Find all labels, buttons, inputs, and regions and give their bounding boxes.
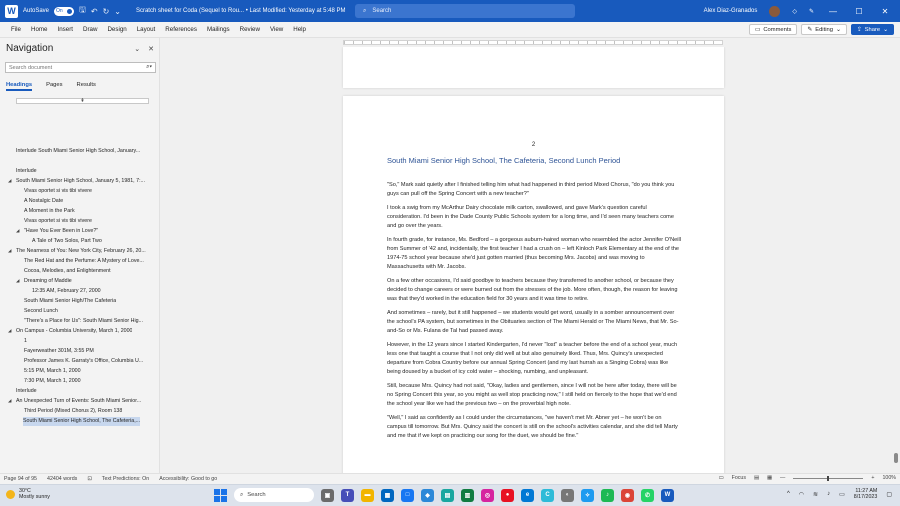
start-button[interactable]	[214, 489, 227, 502]
close-icon[interactable]: ✕	[148, 46, 154, 53]
proofing-icon[interactable]: ⊡	[87, 476, 92, 482]
diamond-icon[interactable]: ◇	[792, 8, 797, 15]
document-title[interactable]: Scratch sheet for Coda (Sequel to Rou... • Last Modified: Yesterday at 5:48 PM	[135, 8, 346, 14]
paragraph[interactable]: Still, because Mrs. Quincy had not said, "Okay, ladies and gentlemen, since I will not be here after today, there will be no Spring Concert this year, so you might as well stop practicing now," I still held on fiercely to the hope that we'd end the school year like we had the previous two – on the proverbial high note.	[387, 383, 677, 407]
sun-icon	[6, 490, 15, 499]
search-document-input[interactable]: Search document ⌕▾	[5, 62, 156, 73]
search-icon: ⌕	[240, 491, 244, 498]
nav-heading-item[interactable]: An Unexpected Turn of Events: South Miami Senior...	[16, 398, 142, 404]
comments-button[interactable]: ▭ Comments	[749, 24, 798, 35]
tab-design[interactable]: Design	[107, 26, 127, 33]
paragraph[interactable]: And sometimes – rarely, but it still happened – we students would get word, usually in a somber announcement over the school's PA system, but sometimes in the Obituaries section of The Miami Herald or The Miami News, that Mr. So-and-So or Ms. Fulana de Tal had passed away.	[387, 310, 679, 334]
tab-draw[interactable]: Draw	[82, 26, 98, 33]
taskbar-search[interactable]: ⌕ Search	[234, 488, 314, 502]
print-layout-icon[interactable]: ▤	[754, 475, 760, 481]
nav-heading-item[interactable]: 5:15 PM, March 1, 2000	[24, 368, 81, 374]
word-taskbar-icon[interactable]: W	[661, 489, 674, 502]
weather-condition: Mostly sunny	[19, 494, 50, 500]
teams-icon[interactable]: T	[341, 489, 354, 502]
customize-qat-icon[interactable]: ⌄	[114, 6, 121, 16]
text-predictions-status[interactable]: Text Predictions: On	[101, 476, 150, 482]
chevron-down-icon: ⌄	[883, 26, 888, 33]
paragraph[interactable]: "Well," I said as confidently as I could under the circumstances, "we haven't met Mr. Abner yet – he won't be on campus till tomorrow. But Mrs. Quincy said the concert is still on the school's activities calendar, and she did tell Marty and me that if we kept on practicing our song for the duet, we should be fine."	[387, 415, 678, 439]
status-bar	[0, 473, 900, 484]
paragraph[interactable]: "So," Mark said quietly after I finished telling him what had happened in third period Mixed Chorus, "do you think you guys can pull off the Spring Concert with a new teacher?"	[387, 182, 675, 197]
share-button[interactable]: ⇪ Share ⌄	[851, 24, 894, 35]
comment-icon: ▭	[754, 26, 761, 33]
nav-heading-item[interactable]: Interlude South Miami Senior High School, January...	[16, 148, 141, 154]
temperature: 30°C	[19, 488, 31, 494]
nav-heading-item[interactable]: Interlude	[16, 168, 37, 174]
nav-heading-item[interactable]: South Miami Senior High School, January 5, 1981, 7:...	[16, 178, 145, 184]
share-icon: ⇪	[856, 26, 862, 33]
app-icon[interactable]: ▥	[461, 489, 474, 502]
tab-headings[interactable]: Headings	[6, 82, 32, 91]
search-icon[interactable]: ⌕▾	[146, 64, 152, 70]
focus-button[interactable]: Focus	[731, 475, 747, 481]
nav-heading-item[interactable]: Dreaming of Maddie	[24, 278, 72, 284]
navigation-title: Navigation	[6, 43, 54, 54]
vertical-scrollbar[interactable]	[893, 47, 900, 473]
tab-insert[interactable]: Insert	[57, 26, 73, 33]
weather-widget[interactable]	[6, 488, 50, 500]
nav-heading-item[interactable]: A Nostalgic Date	[24, 198, 64, 204]
document-area	[160, 47, 893, 473]
title-bar	[0, 0, 900, 22]
section-heading[interactable]: South Miami Senior High School, The Cafeteria, Second Lunch Period	[387, 156, 621, 165]
ribbon-tabs	[0, 22, 900, 38]
app-icon[interactable]: ▤	[441, 489, 454, 502]
nav-scroll-up-button[interactable]: ⇞	[16, 98, 149, 104]
taskbar	[0, 484, 900, 506]
avatar[interactable]	[769, 6, 780, 17]
paragraph[interactable]: On a few other occasions, I'd said goodbye to teachers because they transferred to another school, or because they decided to change careers or were burned out from the stresses of the job. More often, though, the reason for leaving was that they'd worked in the education field for 30 years and it was time to retire.	[387, 278, 678, 302]
nav-heading-item[interactable]: Cocoa, Melodies, and Enlightenment	[24, 268, 111, 274]
whatsapp-icon[interactable]: ✆	[641, 489, 654, 502]
nav-heading-item[interactable]: South Miami Senior High School, The Cafeteria,...	[23, 418, 141, 424]
undo-icon[interactable]: ↶	[90, 6, 98, 16]
minimize-button[interactable]: —	[829, 6, 837, 16]
word-app-icon: W	[5, 5, 18, 18]
ruler-track[interactable]	[343, 40, 723, 45]
document-page[interactable]	[343, 96, 724, 473]
nav-heading-item[interactable]: 7:30 PM, March 1, 2000	[24, 378, 81, 384]
tab-results[interactable]: Results	[76, 82, 96, 88]
paragraph[interactable]: In fourth grade, for instance, Ms. Bedford – a gorgeous auburn-haired woman who resembled the actor Jennifer O'Neill from Summer of '42 and, incidentally, the first teacher I had a crush on – left Kinloch Park Elementary at the end of the 1974-75 school year because she'd just gotten married (thus becoming Mrs. Jacobs) and was moving to Massachusetts with Mr. Jacobs.	[387, 237, 681, 270]
navigation-pane	[0, 38, 160, 473]
title-search-box[interactable]	[355, 4, 575, 18]
nav-heading-item[interactable]: Vivas oportet si vis tibi vivere	[24, 218, 92, 224]
focus-icon[interactable]: ▭	[718, 475, 724, 481]
tab-mailings[interactable]: Mailings	[206, 26, 230, 33]
save-icon[interactable]: 🖫	[79, 5, 86, 14]
search-icon: ⌕	[363, 7, 367, 14]
tab-review[interactable]: Review	[239, 26, 260, 33]
nav-heading-item[interactable]: "Have You Ever Been in Love?"	[24, 228, 99, 234]
paragraph[interactable]: I took a swig from my McArthur Dairy chocolate milk carton, swallowed, and gave Mark's question careful consideration. I'd been in the Dade County Public Schools system for a long time, and I'd seen many teachers come and go over the years.	[387, 205, 674, 229]
close-button[interactable]: ✕	[881, 6, 889, 16]
nav-heading-item[interactable]: The Nearness of You: New York City, February 26, 20...	[16, 248, 146, 254]
tab-references[interactable]: References	[165, 26, 197, 33]
system-tray	[787, 488, 892, 500]
tab-layout[interactable]: Layout	[136, 26, 156, 33]
zoom-level[interactable]: 100%	[882, 475, 896, 481]
nav-heading-item[interactable]: "There's a Place for Us": South Miami Senior Hig...	[24, 318, 143, 324]
wifi-icon[interactable]: ≋	[813, 491, 819, 498]
pen-icon[interactable]: ✎	[808, 8, 814, 15]
editing-mode-button[interactable]: ✎ Editing ⌄	[801, 24, 846, 35]
volume-icon[interactable]: ♪	[827, 491, 831, 497]
expand-collapse-icon[interactable]: ◢	[16, 278, 20, 283]
nav-heading-item[interactable]: Fayerweather 301M, 3:55 PM	[24, 348, 94, 354]
scrollbar-thumb[interactable]	[894, 453, 898, 463]
tab-file[interactable]: File	[11, 26, 21, 33]
autosave-label: AutoSave	[23, 8, 50, 14]
nav-heading-item[interactable]: South Miami Senior High/The Cafeteria	[24, 298, 117, 304]
page-number: 2	[531, 142, 536, 148]
nav-heading-item[interactable]: 1	[24, 338, 27, 344]
task-view-icon[interactable]: ▣	[321, 489, 334, 502]
page-count[interactable]: Page 94 of 95	[4, 476, 37, 482]
zoom-slider[interactable]	[793, 478, 863, 479]
notification-icon[interactable]: ▢	[886, 491, 892, 498]
nav-heading-item[interactable]: A Tale of Two Solos, Part Two	[32, 238, 102, 244]
nav-heading-item[interactable]: Vivas oportet si vis tibi vivere	[24, 188, 92, 194]
app-icon[interactable]: ◐	[561, 489, 574, 502]
tab-help[interactable]: Help	[293, 26, 306, 33]
app-icon[interactable]: ●	[501, 489, 514, 502]
paragraph[interactable]: However, in the 12 years since I started Kindergarten, I'd never "lost" a teacher before the end of a school year, much less one that taught a course that I not only did well at but also genuinely liked. Thus, Mrs. Quincy's unexpected departure from Cobra Country before our annual Spring Concert (and my last hurrah as a Singing Cobra) was like being doused by a bucket of icy cold water – shocking, numbing, and unpleasant.	[387, 342, 678, 375]
previous-page[interactable]	[343, 47, 724, 88]
nav-heading-item[interactable]: Third Period (Mixed Chorus 2), Room 138	[24, 408, 123, 414]
app-icon[interactable]: ◆	[421, 489, 434, 502]
expand-collapse-icon[interactable]: ◢	[8, 178, 12, 183]
battery-icon[interactable]: ▭	[839, 491, 845, 498]
redo-icon[interactable]: ↻	[102, 6, 110, 16]
app-icon[interactable]: C	[541, 489, 554, 502]
nav-heading-item[interactable]: Second Lunch	[24, 308, 58, 314]
tab-pages[interactable]: Pages	[46, 82, 63, 88]
app-icon[interactable]: ✧	[581, 489, 594, 502]
clock[interactable]: 11:27 AM 8/17/2023	[853, 488, 878, 500]
user-name[interactable]: Alex Diaz-Granados	[703, 8, 758, 14]
file-explorer-icon[interactable]: ▬	[361, 489, 374, 502]
zoom-in-button[interactable]: +	[871, 475, 875, 481]
maximize-button[interactable]: ☐	[855, 6, 863, 16]
network-icon[interactable]: ◠	[798, 491, 805, 498]
app-icon[interactable]: □	[401, 489, 414, 502]
nav-heading-item[interactable]: On Campus - Columbia University, March 1, 2000	[16, 328, 133, 334]
web-layout-icon[interactable]: ▦	[767, 475, 773, 481]
accessibility-status[interactable]: Accessibility: Good to go	[159, 476, 218, 482]
expand-collapse-icon[interactable]: ◢	[8, 328, 12, 333]
store-icon[interactable]: ▦	[381, 489, 394, 502]
instagram-icon[interactable]: ◎	[481, 489, 494, 502]
spotify-icon[interactable]: ♪	[601, 489, 614, 502]
tab-view[interactable]: View	[269, 26, 284, 33]
autosave-toggle[interactable]: On	[54, 7, 74, 16]
chrome-icon[interactable]: ◉	[621, 489, 634, 502]
edit-icon: ✎	[807, 26, 813, 33]
title-search-placeholder: Search	[372, 8, 392, 14]
nav-heading-item[interactable]: 12:35 AM, February 27, 2000	[32, 288, 101, 294]
nav-heading-item[interactable]: Professor James K. Garraty's Office, Columbia U...	[24, 358, 144, 364]
zoom-out-button[interactable]: —	[780, 475, 786, 481]
edge-icon[interactable]: e	[521, 489, 534, 502]
tab-home[interactable]: Home	[30, 26, 48, 33]
chevron-down-icon[interactable]: ⌄	[134, 46, 141, 53]
horizontal-ruler	[160, 38, 900, 47]
nav-heading-item[interactable]: Interlude	[16, 388, 37, 394]
expand-collapse-icon[interactable]: ◢	[8, 248, 12, 253]
expand-collapse-icon[interactable]: ◢	[16, 228, 20, 233]
tray-chevron-icon[interactable]: ^	[786, 491, 790, 497]
nav-heading-item[interactable]: A Moment in the Park	[24, 208, 75, 214]
word-count[interactable]: 42404 words	[47, 476, 78, 482]
expand-collapse-icon[interactable]: ◢	[8, 398, 12, 403]
nav-heading-item[interactable]: The Red Hat and the Perfume: A Mystery of Love...	[24, 258, 144, 264]
chevron-down-icon: ⌄	[835, 26, 841, 33]
